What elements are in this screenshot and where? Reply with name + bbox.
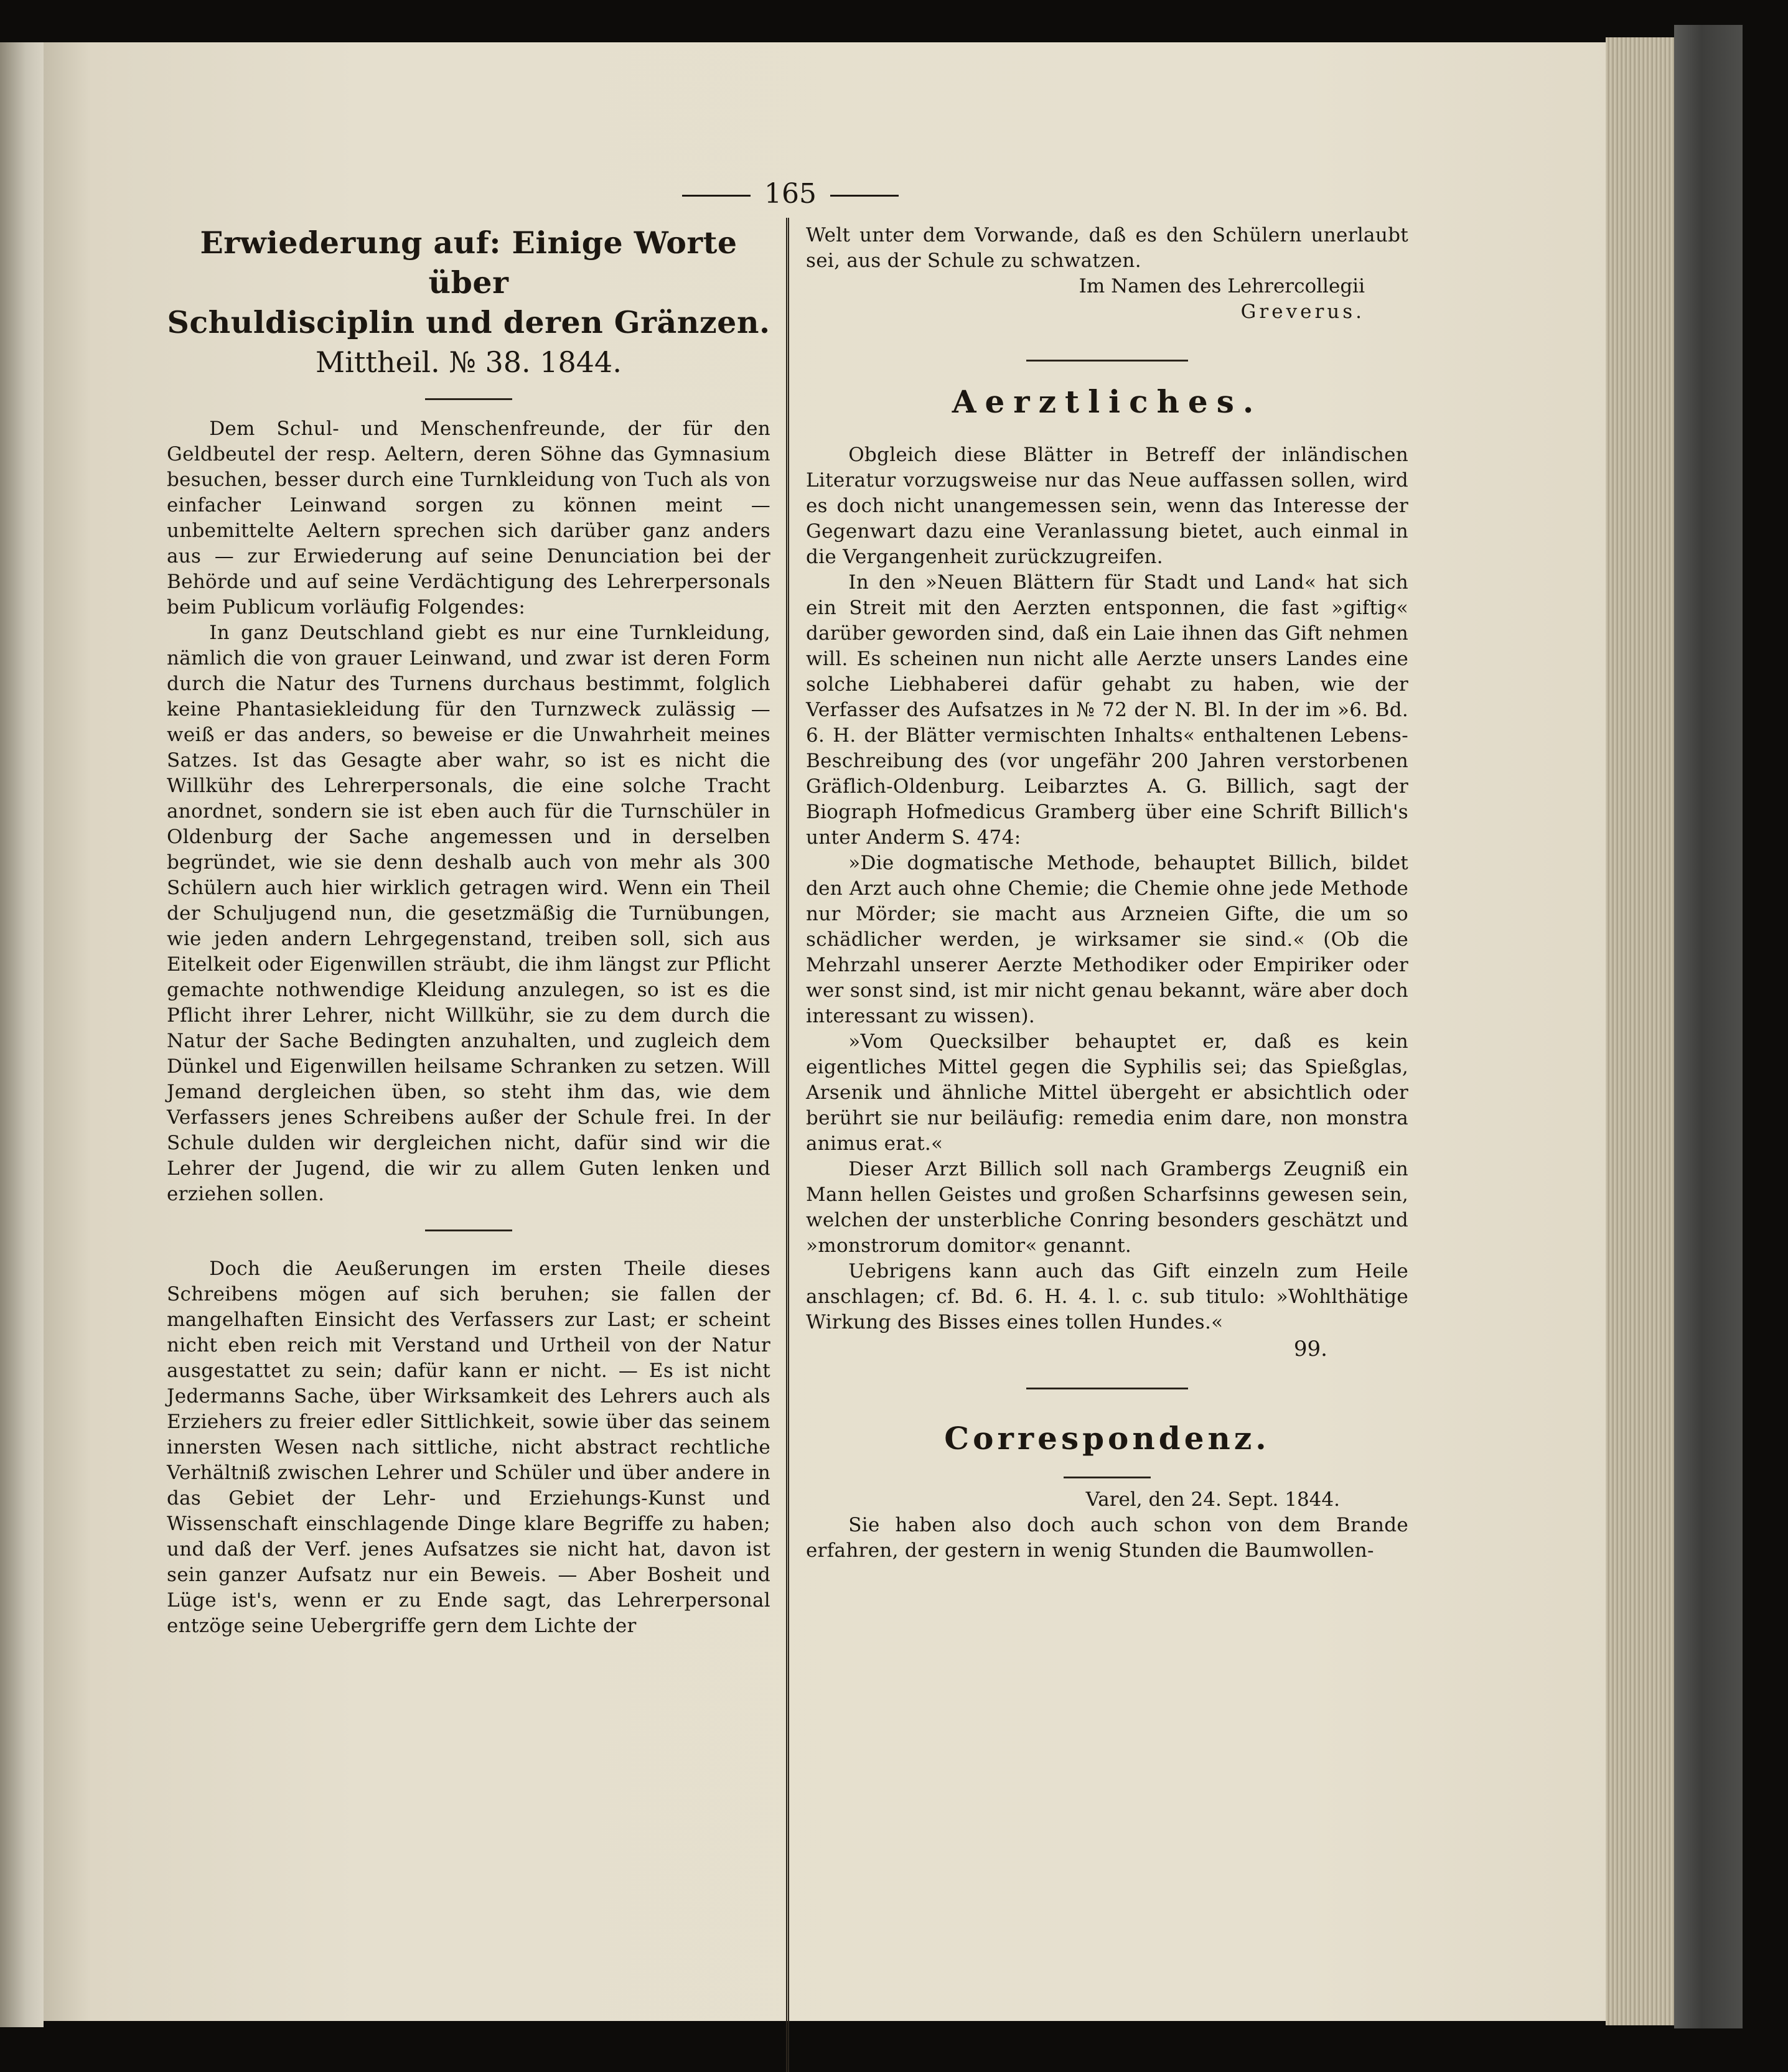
page-stack-edges	[1606, 37, 1680, 2025]
article-paragraph: Dem Schul- und Menschenfreunde, der für den Geldbeutel der resp. Aeltern, deren Söhne das Gymnasium besuchen, besser durch eine Turnkleidung von Tuch als von einfacher Leinwand sorgen zu können meint — unbemittelte Aeltern sprechen sich darüber ganz anders aus — zur Erwiederung auf seine Denunciation bei der Behörde und auf seine Verdächtigung des Lehrerpersonals beim Publicum vorläufig Folgendes:	[167, 418, 770, 618]
continued-text: Welt unter dem Vorwande, daß es den Schülern unerlaubt sei, aus der Schule zu schwatzen.	[806, 224, 1408, 272]
article-paragraph: Uebrigens kann auch das Gift einzeln zum Heile anschlagen; cf. Bd. 6. H. 4. l. c. sub titulo: »Wohlthätige Wirkung des Bisses eines tollen Hundes.«	[806, 1260, 1408, 1333]
article-paragraph: In ganz Deutschland giebt es nur eine Turnkleidung, nämlich die von grauer Leinwand, und zwar ist deren Form durch die Natur des Turnens durchaus bestimmt, folglich keine Phantasiekleidung für den Turnzweck zulässig — weiß er das anders, so beweise er die Unwahrheit meines Satzes. Ist das Gesagte aber wahr, so ist es nicht die Willkühr des Lehrerpersonals, die eine solche Tracht anordnet, sondern sie ist eben auch für die Turnschüler in Oldenburg der Sache angemessen und in derselben begründet, wie sie denn deshalb auch von mehr als 300 Schülern auch hier wirklich getragen wird. Wenn ein Theil der Schuljugend nun, die gesetzmäßig die Turnübungen, wie jeden andern Lehrgegenstand, treiben soll, sich aus Eitelkeit oder Eigenwillen sträubt, die ihm längst zur Pflicht gemachte nothwendige Kleidung anzulegen, so ist es die Pflicht ihrer Lehrer, nicht Willkühr, sie zu dem durch die Natur der Sache Bedingten anzuhalten, und zugleich dem Dünkel und Eigenwillen heilsame Schranken zu setzen. Will Jemand dergleichen üben, so steht ihm das, wie dem Verfassers jenes Schreibens außer der Schule frei. In der Schule dulden wir dergleichen nicht, dafür sind wir die Lehrer der Jugend, die wir zu allem Guten lenken und erziehen sollen.	[167, 622, 770, 1205]
section-title-correspondenz: Correspondenz.	[944, 1420, 1270, 1457]
column-divider	[786, 218, 789, 2072]
article-paragraph: Sie haben also doch auch schon von dem Brande erfahren, der gestern in wenig Stunden die Baumwollen-	[806, 1514, 1408, 1562]
page-number-text: 165	[764, 178, 817, 210]
article-paragraph: In den »Neuen Blättern für Stadt und Land« hat sich ein Streit mit den Aerzten entsponnen, die fast »giftig« darüber geworden sind, daß ein Laie ihnen das Gift nehmen will. Es scheinen nun nicht alle Aerzte unsers Landes eine solche Liebhaberei dafür gehabt zu haben, wie der Verfasser des Aufsatzes in № 72 der N. Bl. In der im »6. Bd. 6. H. der Blätter vermischten Inhalts« enthaltenen Lebens-Beschreibung des (vor ungefähr 200 Jahren verstorbenen Gräflich-Oldenburg. Leibarztes A. G. Billich, sagt der Biograph Hofmedicus Gramberg über eine Schrift Billich's unter Anderm S. 474:	[806, 571, 1408, 849]
section-rule	[1026, 1388, 1188, 1389]
article-paragraph: »Die dogmatische Methode, behauptet Billich, bildet den Arzt auch ohne Chemie; die Chemie ohne jede Methode nur Mörder; sie macht aus Arzneien Gifte, die um so schädlicher werden, je wirksamer sie sind.« (Ob die Mehrzahl unserer Aerzte Methodiker oder Empiriker oder wer sonst sind, ist mir nicht genau bekannt, wäre aber doch interessant zu wissen).	[806, 852, 1408, 1027]
section-rule	[1026, 360, 1188, 362]
book-cover	[1674, 25, 1743, 2028]
article-paragraph: Doch die Aeußerungen im ersten Theile dieses Schreibens mögen auf sich beruhen; sie fallen der mangelhaften Einsicht des Verfassers zur Last; er scheint nicht eben reich mit Verstand und Urtheil von der Natur ausgestattet zu sein; dafür kann er nicht. — Es ist nicht Jedermanns Sache, über Wirksamkeit des Lehrers auch als Erziehers zu freier edler Sittlichkeit, sowie über das seinem innersten Wesen nach sittliche, nicht abstract rechtliche Verhältniß zwischen Lehrer und Schüler und über andere in das Gebiet der Lehr- und Erziehungs-Kunst und Wissenschaft einschlagende Dinge klare Begriffe zu haben; und daß der Verf. jenes Aufsatzes sie nicht hat, davon ist sein ganzer Aufsatz nur ein Beweis. — Aber Bosheit und Lüge ist's, wenn er zu Ende sagt, das Lehrerpersonal entzöge seine Uebergriffe gern dem Lichte der	[167, 1258, 770, 1637]
left-column	[167, 223, 770, 1639]
article-paragraph: Dieser Arzt Billich soll nach Grambergs Zeugniß ein Mann hellen Geistes und großen Scharfsinns gewesen sein, welchen der unsterbliche Conring besonders geschätzt und »monstrorum domitor« genannt.	[806, 1158, 1408, 1257]
article-title-line2: Schuldisciplin und deren Gränzen.	[167, 304, 770, 340]
folio-dash-left	[682, 195, 751, 197]
title-rule	[425, 398, 512, 400]
article-paragraph: Obgleich diese Blätter in Betreff der inländischen Literatur vorzugsweise nur das Neue auffassen sollen, wird es doch nicht unangemessen sein, wenn das Interesse der Gegenwart dazu eine Veranlassung bietet, auch einmal in die Vergangenheit zurückzugreifen.	[806, 444, 1408, 568]
article-title-line1: Erwiederung auf: Einige Worte über	[200, 225, 737, 301]
signature-name: Greverus.	[1240, 301, 1365, 323]
folio-dash-right	[830, 195, 899, 197]
section-rule	[425, 1230, 512, 1231]
author-number: 99.	[1293, 1337, 1327, 1361]
article-reference: Mittheil. № 38. 1844.	[316, 345, 622, 379]
right-column	[806, 223, 1408, 1564]
page-number	[660, 174, 921, 214]
section-title-aerztliches: Aerztliches.	[952, 383, 1263, 420]
dateline: Varel, den 24. Sept. 1844.	[1085, 1488, 1340, 1511]
article-paragraph: »Vom Quecksilber behauptet er, daß es kein eigentliches Mittel gegen die Syphilis sei; das Spießglas, Arsenik und ähnliche Mittel übergeht er absichtlich oder berührt sie nur beiläufig: remedia enim dare, non monstra animus erat.«	[806, 1030, 1408, 1155]
signature-line: Im Namen des Lehrercollegii	[1079, 275, 1365, 297]
facing-page-edge	[0, 42, 44, 2027]
section-rule	[1064, 1477, 1151, 1478]
